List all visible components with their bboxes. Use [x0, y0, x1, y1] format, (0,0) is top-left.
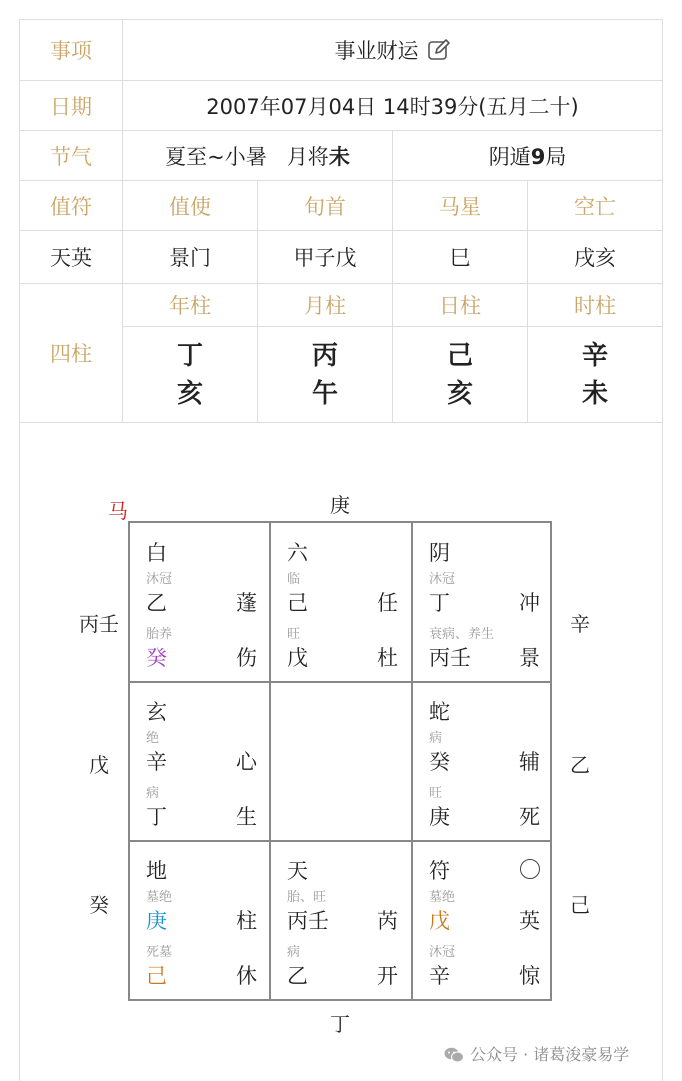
palace-tian-gan: 丁	[429, 591, 450, 615]
palace-god: 蛇	[429, 700, 450, 724]
palace-tian-gan: 丙壬	[287, 909, 329, 933]
ju-cell	[393, 131, 663, 181]
palace-state-lower: 沐冠	[429, 945, 456, 960]
pillar-label-month: 月柱	[258, 284, 393, 327]
pillar-zhi: 亥	[446, 378, 473, 409]
palace-bottom-center	[271, 841, 412, 1000]
pillar-label-day: 日柱	[393, 284, 528, 327]
palace-top-center	[271, 523, 412, 682]
kongwang-label: 空亡	[528, 181, 663, 231]
palace-state-lower: 病	[287, 945, 301, 960]
palace-door: 休	[236, 964, 257, 988]
circle-icon	[520, 859, 540, 884]
pillar-month	[258, 327, 393, 423]
pillar-zhi: 午	[311, 378, 338, 409]
palace-state-lower: 死墓	[146, 945, 173, 960]
pillar-year	[123, 327, 258, 423]
date-value: 2007年07月04日 14时39分(五月二十)	[123, 81, 663, 131]
pillar-gan: 己	[446, 340, 473, 371]
palace-tian-gan: 乙	[146, 591, 167, 615]
zhifu-value: 天英	[20, 231, 123, 284]
matter-label: 事项	[20, 20, 123, 81]
zhishi-label: 值使	[123, 181, 258, 231]
pillar-day	[393, 327, 528, 423]
palace-state-lower: 胎养	[146, 627, 173, 642]
date-label: 日期	[20, 81, 123, 131]
palace-star: 心	[236, 750, 257, 774]
sizhu-label: 四柱	[20, 284, 123, 423]
palace-center	[271, 682, 412, 841]
matter-value: 事业财运	[334, 39, 419, 63]
palace-di-gan: 癸	[146, 646, 167, 670]
palace-tian-gan: 己	[287, 591, 308, 615]
palace-door: 伤	[236, 646, 257, 670]
palace-door: 惊	[519, 964, 540, 988]
palace-di-gan: 丁	[146, 805, 167, 829]
palace-di-gan: 丙壬	[429, 646, 471, 670]
outer-right-bottom: 己	[570, 893, 590, 917]
jieqi-cell	[123, 131, 393, 181]
palace-god: 玄	[146, 700, 167, 724]
palace-state-lower: 衰病、养生	[429, 627, 495, 642]
palace-door: 开	[377, 964, 398, 988]
pillar-zhi: 亥	[176, 378, 203, 409]
palace-state-upper: 绝	[146, 731, 160, 746]
palace-di-gan: 乙	[287, 964, 308, 988]
outer-bottom: 丁	[330, 1012, 350, 1036]
palace-star: 柱	[236, 909, 257, 933]
palace-state-upper: 墓绝	[429, 890, 456, 905]
palace-grid	[128, 521, 552, 1001]
palace-state-upper: 墓绝	[146, 890, 173, 905]
palace-god: 天	[287, 859, 308, 883]
palace-di-gan: 辛	[429, 964, 450, 988]
outer-left-middle: 戊	[89, 753, 109, 777]
palace-door: 死	[519, 805, 540, 829]
palace-star: 英	[519, 909, 540, 933]
palace-star: 芮	[377, 909, 398, 933]
maxing-label: 马星	[393, 181, 528, 231]
palace-tian-gan: 癸	[429, 750, 450, 774]
zhifu-label: 值符	[20, 181, 123, 231]
xunshou-value: 甲子戊	[258, 231, 393, 284]
pillar-label-year: 年柱	[123, 284, 258, 327]
jieqi-label: 节气	[20, 131, 123, 181]
palace-bottom-right	[413, 841, 554, 1000]
matter-cell	[123, 20, 663, 81]
palace-door: 杜	[377, 646, 398, 670]
palace-di-gan: 庚	[429, 805, 450, 829]
palace-top-left	[130, 523, 271, 682]
ju-prefix: 阴遁	[488, 144, 531, 169]
ju-suffix: 局	[545, 144, 567, 169]
palace-top-right	[413, 523, 554, 682]
outer-left-top: 丙壬	[79, 612, 119, 636]
pillar-gan: 辛	[581, 340, 608, 371]
pillar-hour	[528, 327, 663, 423]
pillar-zhi: 未	[581, 378, 608, 409]
palace-state-upper: 临	[287, 572, 301, 587]
palace-god: 地	[146, 859, 167, 883]
pillar-gan: 丁	[176, 340, 203, 371]
watermark	[444, 1042, 629, 1065]
palace-star: 任	[377, 591, 398, 615]
palace-middle-left	[130, 682, 271, 841]
xunshou-label: 旬首	[258, 181, 393, 231]
palace-di-gan: 戊	[287, 646, 308, 670]
palace-state-upper: 沐冠	[429, 572, 456, 587]
palace-state-upper: 沐冠	[146, 572, 173, 587]
palace-tian-gan: 庚	[146, 909, 167, 933]
palace-state-upper: 病	[429, 731, 443, 746]
palace-state-lower: 旺	[287, 627, 301, 642]
palace-god: 白	[146, 541, 167, 565]
outer-left-bottom: 癸	[89, 893, 109, 917]
ma-marker: 马	[108, 499, 128, 523]
palace-star: 辅	[519, 750, 540, 774]
edit-icon[interactable]	[427, 38, 451, 62]
palace-tian-gan: 辛	[146, 750, 167, 774]
palace-middle-right	[413, 682, 554, 841]
wechat-icon	[444, 1047, 464, 1063]
palace-state-lower: 旺	[429, 786, 443, 801]
palace-di-gan: 己	[146, 964, 167, 988]
palace-tian-gan: 戊	[429, 909, 450, 933]
palace-god: 阴	[429, 541, 450, 565]
kongwang-value: 戌亥	[528, 231, 663, 284]
pillar-gan: 丙	[311, 340, 338, 371]
palace-god: 符	[429, 859, 450, 883]
palace-star: 蓬	[236, 591, 257, 615]
pillar-label-hour: 时柱	[528, 284, 663, 327]
outer-right-middle: 乙	[570, 753, 590, 777]
palace-bottom-left	[130, 841, 271, 1000]
palace-state-upper: 胎、旺	[287, 890, 327, 905]
outer-right-top: 辛	[570, 612, 590, 636]
jieqi-value: 夏至~小暑	[165, 144, 267, 169]
yuejiang-label: 月将	[286, 144, 329, 169]
palace-state-lower: 病	[146, 786, 160, 801]
ju-number: 9	[530, 144, 546, 169]
info-table	[19, 19, 663, 423]
palace-god: 六	[287, 541, 308, 565]
maxing-value: 巳	[393, 231, 528, 284]
yuejiang-value: 未	[328, 144, 350, 169]
outer-top: 庚	[330, 493, 350, 517]
palace-star: 冲	[519, 591, 540, 615]
watermark-text: 公众号 · 诸葛浚豪易学	[470, 1045, 630, 1064]
zhishi-value: 景门	[123, 231, 258, 284]
palace-door: 景	[519, 646, 540, 670]
palace-door: 生	[236, 805, 257, 829]
